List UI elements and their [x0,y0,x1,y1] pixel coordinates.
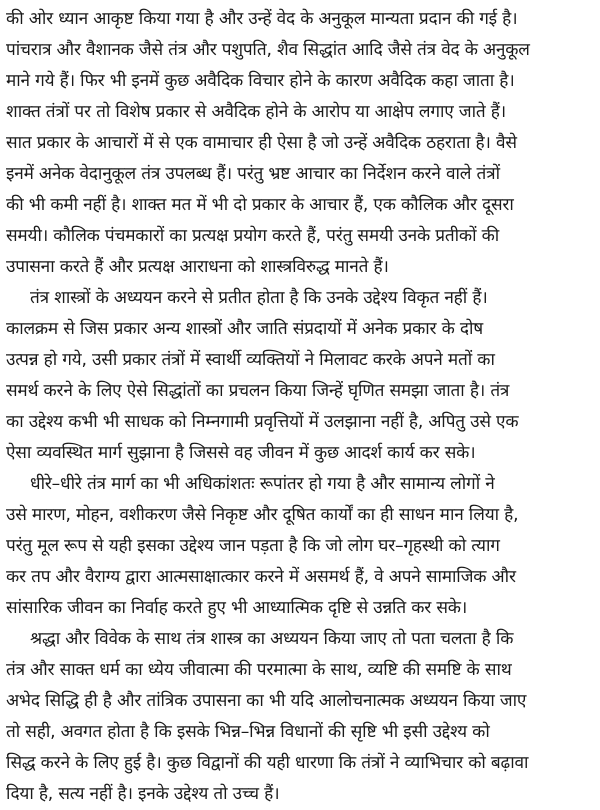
text-line: की भी कमी नहीं है। शाक्त मत में भी दो प्रकार के आचार हैं, एक कौलिक और दूसरा [6,195,514,215]
paragraph-2 [6,283,594,469]
paragraph-3 [6,469,594,624]
text-line: तंत्र शास्त्रों के अध्ययन करने से प्रतीत होता है कि उनके उद्देश्य विकृत नहीं हैं। [30,288,488,308]
text-line: समयी। कौलिक पंचमकारों का प्रत्यक्ष प्रयोग करते हैं, परंतु समयी उनके प्रतीकों की [6,226,500,246]
paragraph-1 [6,4,594,283]
text-line: की ओर ध्यान आकृष्ट किया गया है और उन्हें वेद के अनुकूल मान्यता प्रदान की गई है। [6,9,518,29]
text-line: उत्पन्न हो गये, उसी प्रकार तंत्रों में स्वार्थी व्यक्तियों ने मिलावट करके अपने मतों का [6,350,495,370]
text-line: पांचरात्र और वैशानक जैसे तंत्र और पशुपति, शैव सिद्धांत आदि जैसे तंत्र वेद के अनुकूल [6,40,530,60]
text-line: समर्थ करने के लिए ऐसे सिद्धांतों का प्रचलन किया जिन्हें घृणित समझा जाता है। तंत्र [6,381,510,401]
text-line: का उद्देश्य कभी भी साधक को निम्नगामी प्रवृत्तियों में उलझाना नहीं है, अपितु उसे एक [6,412,519,432]
text-line: कर तप और वैराग्य द्वारा आत्मसाक्षात्कार करने में असमर्थ हैं, वे अपने सामाजिक और [6,567,516,587]
text-line: तंत्र और साक्त धर्म का ध्येय जीवात्मा की परमात्मा के साथ, व्यष्टि की समष्टि के साथ [6,660,512,680]
text-line: ऐसा व्यवस्थित मार्ग सुझाना है जिससे वह जीवन में कुछ आदर्श कार्य कर सके। [6,443,476,463]
text-line: तो सही, अवगत होता है कि इसके भिन्न–भिन्न विधानों की सृष्टि भी इसी उद्देश्य को [6,722,490,742]
text-line: श्रद्धा और विवेक के साथ तंत्र शास्त्र का अध्ययन किया जाए तो पता चलता है कि [30,629,514,649]
text-line: माने गये हैं। फिर भी इनमें कुछ अवैदिक विचार होने के कारण अवैदिक कहा जाता है। [6,71,515,91]
text-line: उसे मारण, मोहन, वशीकरण जैसे निकृष्ट और दूषित कार्यों का ही साधन मान लिया है, [6,505,519,525]
text-line: कालक्रम से जिस प्रकार अन्य शास्त्रों और जाति संप्रदायों में अनेक प्रकार के दोष [6,319,484,339]
paragraph-4 [6,624,594,810]
text-line: सात प्रकार के आचारों में से एक वामाचार ही ऐसा है जो उन्हें अवैदिक ठहराता है। वैसे [6,133,517,153]
text-line: परंतु मूल रूप से यही इसका उद्देश्य जान पड़ता है कि जो लोग घर–गृहस्थी को त्याग [6,536,500,556]
text-line: शाक्त तंत्रों पर तो विशेष प्रकार से अवैदिक होने के आरोप या आक्षेप लगाए जाते हैं। [6,102,506,122]
text-line: अभेद सिद्धि ही है और तांत्रिक उपासना का भी यदि आलोचनात्मक अध्ययन किया जाए [6,691,527,711]
text-line: सांसारिक जीवन का निर्वाह करते हुए भी आध्यात्मिक दृष्टि से उन्नति कर सके। [6,598,468,618]
text-line: सिद्ध करने के लिए हुई है। कुछ विद्वानों की यही धारणा कि तंत्रों ने व्याभिचार को बढ़ावा [6,753,529,773]
text-line: इनमें अनेक वेदानुकूल तंत्र उपलब्ध हैं। परंतु भ्रष्ट आचार का निर्देशन करने वाले तंत्रों [6,164,500,184]
text-line: उपासना करते हैं और प्रत्यक्ष आराधना को शास्त्रविरुद्ध मानते हैं। [6,257,389,277]
text-line: धीरे–धीरे तंत्र मार्ग का भी अधिकांशतः रूपांतर हो गया है और सामान्य लोगों ने [30,474,495,494]
text-line: दिया है, सत्य नहीं है। इनके उद्देश्य तो उच्च हैं। [6,784,280,804]
